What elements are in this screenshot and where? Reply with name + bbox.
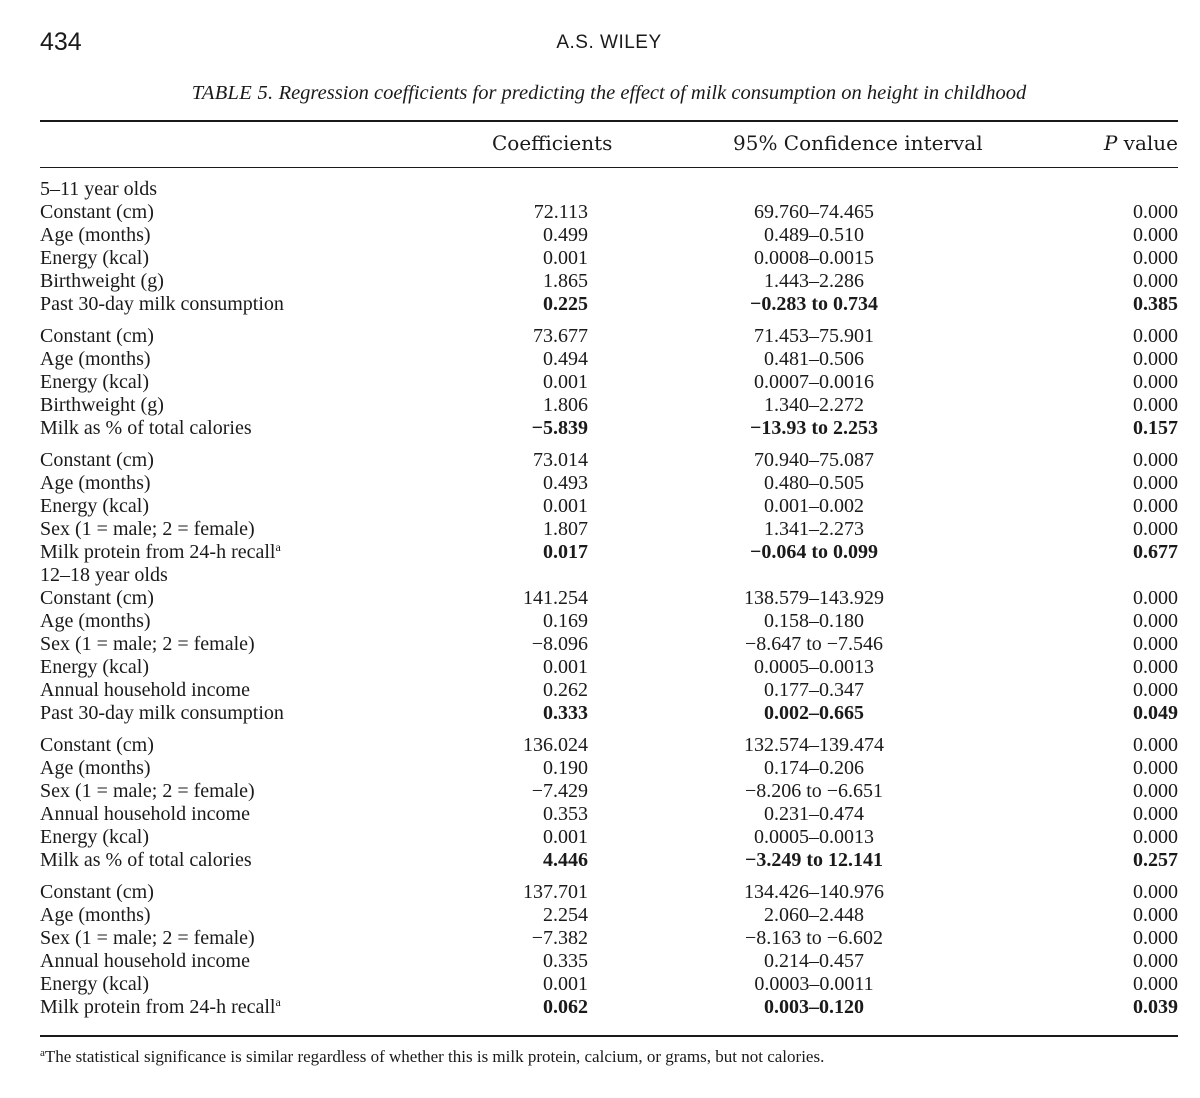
- regression-table: [40, 178, 1178, 1019]
- coefficient-cell: 137.701: [523, 881, 588, 903]
- variable-name: Energy (kcal): [40, 247, 150, 269]
- table-row: [40, 224, 1178, 247]
- ci-cell: 0.480–0.505: [764, 472, 864, 494]
- variable-name: Age (months): [40, 757, 151, 779]
- coefficient-cell: 1.865: [543, 270, 588, 292]
- variable-name: Milk as % of total calories: [40, 417, 252, 439]
- variable-name: Sex (1 = male; 2 = female): [40, 927, 255, 949]
- coefficient-cell: 4.446: [543, 849, 588, 871]
- variable-cell: [40, 371, 448, 394]
- coefficient-cell: 73.014: [533, 449, 588, 471]
- group-label: 5–11 year olds: [40, 178, 158, 200]
- running-head: A.S. WILEY: [556, 32, 662, 53]
- variable-name: Age (months): [40, 472, 151, 494]
- p-value-cell: 0.000: [1133, 826, 1179, 848]
- table-caption-text: Regression coefficients for predicting the effect of milk consumption on height in childhood: [278, 82, 1027, 104]
- variable-cell: [40, 247, 448, 270]
- ci-cell: −0.283 to 0.734: [749, 293, 879, 315]
- model-spacer: [40, 316, 1178, 325]
- p-value-cell: 0.000: [1133, 449, 1179, 471]
- p-value-cell: 0.000: [1133, 495, 1179, 517]
- variable-name: Birthweight (g): [40, 270, 164, 292]
- ci-cell: 0.489–0.510: [764, 224, 864, 246]
- variable-name: Annual household income: [40, 950, 250, 972]
- variable-name: Constant (cm): [40, 325, 154, 347]
- variable-name: Annual household income: [40, 803, 250, 825]
- variable-cell: [40, 973, 448, 996]
- ci-cell: −0.064 to 0.099: [749, 541, 879, 563]
- column-header-coefficients: Coefficients: [492, 131, 613, 155]
- variable-cell: [40, 950, 448, 973]
- variable-name: Milk protein from 24-h recall: [40, 996, 276, 1018]
- p-value-cell: 0.000: [1133, 633, 1179, 655]
- table-caption-label: TABLE 5.: [191, 82, 274, 104]
- variable-cell: [40, 541, 448, 564]
- variable-name: Energy (kcal): [40, 656, 150, 678]
- table-row: [40, 348, 1178, 371]
- p-value-cell: 0.000: [1133, 780, 1179, 802]
- variable-cell: [40, 849, 448, 872]
- coefficient-cell: 0.001: [543, 495, 588, 517]
- p-value-cell: 0.000: [1133, 394, 1179, 416]
- variable-name: Birthweight (g): [40, 394, 164, 416]
- ci-cell: −8.206 to −6.651: [744, 780, 884, 802]
- variable-name: Past 30-day milk consumption: [40, 702, 284, 724]
- table-row: [40, 417, 1178, 440]
- ci-cell: 0.002–0.665: [764, 702, 864, 724]
- table-row: [40, 927, 1178, 950]
- group-heading-row: [40, 178, 1178, 201]
- table-row: [40, 656, 1178, 679]
- footnote-ref: a: [275, 540, 281, 554]
- coefficient-cell: −7.382: [531, 927, 588, 949]
- p-value-cell: 0.000: [1133, 610, 1179, 632]
- table-caption: [40, 82, 1178, 105]
- coefficient-cell: −5.839: [531, 417, 588, 439]
- variable-name: Milk as % of total calories: [40, 849, 252, 871]
- coefficient-cell: 73.677: [533, 325, 588, 347]
- variable-cell: [40, 495, 448, 518]
- p-value-cell: 0.000: [1133, 950, 1179, 972]
- footnote-marker: a: [40, 1047, 45, 1059]
- ci-cell: 0.003–0.120: [764, 996, 864, 1018]
- variable-name: Age (months): [40, 610, 151, 632]
- p-value-cell: 0.677: [1133, 541, 1179, 563]
- p-value-cell: 0.385: [1133, 293, 1179, 315]
- footnote-text: The statistical significance is similar regardless of whether this is milk protein, calcium, or grams, but not calories.: [44, 1047, 825, 1066]
- ci-cell: 71.453–75.901: [754, 325, 874, 347]
- variable-cell: [40, 394, 448, 417]
- p-value-cell: 0.000: [1133, 371, 1179, 393]
- variable-name: Sex (1 = male; 2 = female): [40, 780, 255, 802]
- coefficient-cell: 0.017: [543, 541, 588, 563]
- ci-cell: −13.93 to 2.253: [749, 417, 879, 439]
- ci-cell: −8.163 to −6.602: [744, 927, 884, 949]
- p-value-cell: 0.000: [1133, 904, 1179, 926]
- coefficient-cell: 1.807: [543, 518, 588, 540]
- variable-cell: [40, 757, 448, 780]
- ci-cell: 0.0005–0.0013: [754, 656, 874, 678]
- ci-cell: 0.0007–0.0016: [754, 371, 874, 393]
- coefficient-cell: 2.254: [543, 904, 588, 926]
- ci-cell: 69.760–74.465: [754, 201, 874, 223]
- ci-cell: 0.481–0.506: [764, 348, 864, 370]
- coefficient-cell: 0.190: [543, 757, 588, 779]
- p-value-cell: 0.000: [1133, 224, 1179, 246]
- variable-name: Energy (kcal): [40, 371, 150, 393]
- coefficient-cell: −7.429: [531, 780, 588, 802]
- variable-cell: [40, 702, 448, 725]
- table-row: [40, 633, 1178, 656]
- p-value-cell: 0.000: [1133, 247, 1179, 269]
- table-row: [40, 270, 1178, 293]
- variable-cell: [40, 633, 448, 656]
- p-value-cell: 0.000: [1133, 881, 1179, 903]
- group-heading-row: [40, 564, 1178, 587]
- variable-cell: [40, 348, 448, 371]
- table-row: [40, 973, 1178, 996]
- table-body: [40, 178, 1178, 1019]
- table-row: [40, 996, 1178, 1019]
- coefficient-cell: 0.335: [543, 950, 588, 972]
- table-row: [40, 849, 1178, 872]
- coefficient-cell: 0.001: [543, 656, 588, 678]
- variable-cell: [40, 904, 448, 927]
- variable-cell: [40, 449, 448, 472]
- p-value-cell: 0.000: [1133, 518, 1179, 540]
- ci-cell: −3.249 to 12.141: [744, 849, 884, 871]
- coefficient-cell: 72.113: [533, 201, 588, 223]
- coefficient-cell: 0.169: [543, 610, 588, 632]
- table-row: [40, 904, 1178, 927]
- variable-cell: [40, 587, 448, 610]
- p-value-cell: 0.000: [1133, 757, 1179, 779]
- p-value-cell: 0.000: [1133, 270, 1179, 292]
- ci-cell: 0.231–0.474: [764, 803, 864, 825]
- group-label: 12–18 year olds: [40, 564, 168, 586]
- coefficient-cell: 141.254: [523, 587, 588, 609]
- variable-name: Energy (kcal): [40, 973, 150, 995]
- model-spacer: [40, 725, 1178, 734]
- variable-cell: [40, 472, 448, 495]
- table-row: [40, 757, 1178, 780]
- variable-cell: [40, 201, 448, 224]
- page-number: 434: [40, 28, 82, 56]
- p-value-cell: 0.157: [1133, 417, 1179, 439]
- table-row: [40, 394, 1178, 417]
- p-value-cell: 0.257: [1133, 849, 1179, 871]
- variable-cell: [40, 780, 448, 803]
- table-top-rule: [40, 120, 1178, 122]
- variable-cell: [40, 734, 448, 757]
- ci-cell: 2.060–2.448: [764, 904, 864, 926]
- variable-name: Energy (kcal): [40, 495, 150, 517]
- coefficient-cell: 0.001: [543, 826, 588, 848]
- variable-name: Age (months): [40, 904, 151, 926]
- coefficient-cell: 0.262: [543, 679, 588, 701]
- variable-cell: [40, 417, 448, 440]
- ci-cell: 0.174–0.206: [764, 757, 864, 779]
- coefficient-cell: 0.493: [543, 472, 588, 494]
- ci-cell: 0.001–0.002: [764, 495, 864, 517]
- footnote: [40, 1047, 824, 1067]
- variable-name: Age (months): [40, 224, 151, 246]
- table-row: [40, 247, 1178, 270]
- ci-cell: 0.0003–0.0011: [754, 973, 874, 995]
- ci-cell: 1.443–2.286: [764, 270, 864, 292]
- p-value-cell: 0.000: [1133, 734, 1179, 756]
- ci-cell: 138.579–143.929: [744, 587, 884, 609]
- table-row: [40, 734, 1178, 757]
- model-spacer: [40, 872, 1178, 881]
- variable-cell: [40, 679, 448, 702]
- p-value-cell: 0.000: [1133, 679, 1179, 701]
- coefficient-cell: 0.001: [543, 371, 588, 393]
- ci-cell: 1.340–2.272: [764, 394, 864, 416]
- table-row: [40, 293, 1178, 316]
- table-row: [40, 610, 1178, 633]
- variable-name: Annual household income: [40, 679, 250, 701]
- table-row: [40, 472, 1178, 495]
- table-row: [40, 702, 1178, 725]
- variable-cell: [40, 656, 448, 679]
- coefficient-cell: 0.062: [543, 996, 588, 1018]
- coefficient-cell: 0.001: [543, 973, 588, 995]
- variable-name: Age (months): [40, 348, 151, 370]
- variable-cell: [40, 881, 448, 904]
- variable-name: Constant (cm): [40, 734, 154, 756]
- table-row: [40, 826, 1178, 849]
- table-row: [40, 587, 1178, 610]
- table-row: [40, 449, 1178, 472]
- variable-cell: [40, 270, 448, 293]
- variable-name: Sex (1 = male; 2 = female): [40, 633, 255, 655]
- variable-name: Sex (1 = male; 2 = female): [40, 518, 255, 540]
- coefficient-cell: 0.353: [543, 803, 588, 825]
- ci-cell: 0.0008–0.0015: [754, 247, 874, 269]
- coefficient-cell: 0.225: [543, 293, 588, 315]
- p-value-cell: 0.000: [1133, 803, 1179, 825]
- variable-name: Constant (cm): [40, 587, 154, 609]
- table-row: [40, 371, 1178, 394]
- page-header: [40, 28, 1178, 64]
- coefficient-cell: −8.096: [531, 633, 588, 655]
- coefficient-cell: 0.494: [543, 348, 588, 370]
- ci-cell: 0.158–0.180: [764, 610, 864, 632]
- ci-cell: 1.341–2.273: [764, 518, 864, 540]
- table-row: [40, 518, 1178, 541]
- coefficient-cell: 0.001: [543, 247, 588, 269]
- ci-cell: 0.0005–0.0013: [754, 826, 874, 848]
- p-value-cell: 0.000: [1133, 325, 1179, 347]
- variable-name: Constant (cm): [40, 449, 154, 471]
- table-row: [40, 881, 1178, 904]
- header-rule: [40, 167, 1178, 168]
- ci-cell: 70.940–75.087: [754, 449, 874, 471]
- p-rest: value: [1117, 131, 1178, 155]
- p-italic: P: [1103, 131, 1118, 155]
- model-spacer: [40, 440, 1178, 449]
- table-row: [40, 495, 1178, 518]
- table-row: [40, 950, 1178, 973]
- variable-name: Milk protein from 24-h recall: [40, 541, 276, 563]
- column-header-p-value: [1104, 131, 1178, 155]
- footnote-ref: a: [275, 995, 281, 1009]
- variable-cell: [40, 826, 448, 849]
- variable-cell: [40, 224, 448, 247]
- table-row: [40, 201, 1178, 224]
- p-value-cell: 0.000: [1133, 927, 1179, 949]
- ci-cell: 0.177–0.347: [764, 679, 864, 701]
- variable-cell: [40, 996, 448, 1019]
- table-row: [40, 325, 1178, 348]
- ci-cell: 132.574–139.474: [744, 734, 884, 756]
- coefficient-cell: 136.024: [523, 734, 588, 756]
- coefficient-cell: 0.333: [543, 702, 588, 724]
- variable-cell: [40, 927, 448, 950]
- variable-cell: [40, 610, 448, 633]
- variable-name: Energy (kcal): [40, 826, 150, 848]
- variable-cell: [40, 518, 448, 541]
- p-value-cell: 0.000: [1133, 587, 1179, 609]
- p-value-cell: 0.000: [1133, 348, 1179, 370]
- ci-cell: −8.647 to −7.546: [744, 633, 884, 655]
- p-value-cell: 0.039: [1133, 996, 1179, 1018]
- variable-cell: [40, 803, 448, 826]
- variable-name: Past 30-day milk consumption: [40, 293, 284, 315]
- table-row: [40, 679, 1178, 702]
- coefficient-cell: 0.499: [543, 224, 588, 246]
- p-value-cell: 0.000: [1133, 973, 1179, 995]
- p-value-cell: 0.000: [1133, 656, 1179, 678]
- coefficient-cell: 1.806: [543, 394, 588, 416]
- variable-name: Constant (cm): [40, 201, 154, 223]
- variable-cell: [40, 293, 448, 316]
- ci-cell: 0.214–0.457: [764, 950, 864, 972]
- p-value-cell: 0.049: [1133, 702, 1179, 724]
- column-header-ci: 95% Confidence interval: [733, 131, 983, 155]
- variable-cell: [40, 325, 448, 348]
- variable-name: Constant (cm): [40, 881, 154, 903]
- table-bottom-rule: [40, 1035, 1178, 1037]
- table-row: [40, 803, 1178, 826]
- table-row: [40, 541, 1178, 564]
- ci-cell: 134.426–140.976: [744, 881, 884, 903]
- p-value-cell: 0.000: [1133, 472, 1179, 494]
- p-value-cell: 0.000: [1133, 201, 1179, 223]
- table-row: [40, 780, 1178, 803]
